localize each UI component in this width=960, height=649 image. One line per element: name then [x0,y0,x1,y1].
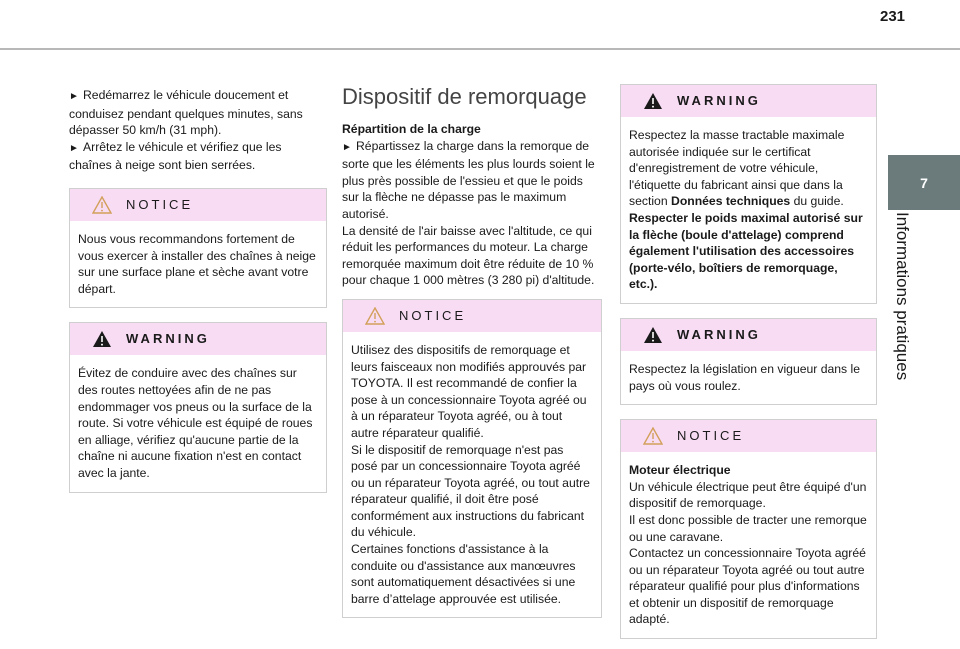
bullet-icon: ► [342,141,352,153]
notice-title: NOTICE [677,427,745,443]
notice-title: NOTICE [399,307,467,323]
notice-box [620,419,877,639]
instruction-1: ► Redémarrez le véhicule doucement et conduisez pendant quelques minutes, sans dépasser 50 km/h (31 mph). [69,88,303,138]
chapter-tab[interactable] [888,155,960,210]
notice-header [621,420,876,452]
notice-box [342,299,602,619]
warning-header [70,323,326,355]
load-bullet: ► Répartissez la charge dans la remorque de sorte que les éléments les plus lourds soient le plus près possible de l'essieu et que le poids sur la flèche ne dépasse pas le maximum autorisé. [342,138,595,221]
notice-header [70,189,326,221]
warning-box [69,322,327,492]
header-divider [0,48,960,50]
notice-body: Utilisez des dispositifs de remorquage et leurs faisceaux non modifiés approuvés par TOYOTA. Il est recommandé de confier la pose à un concessionnaire Toyota agréé ou à un réparateur Toyota agréé, ou à tout autre réparateur qualifié. Si le dispositif de remorquage n'est pas posé par un concessionnaire Toyota agréé ou un réparateur Toyota agréé, ou tout autre réparateur qualifié, il doit être posé conformément aux instructions du fabricant du véhicule. Certaines fonctions d'assistance à la conduite ou d'assistance aux manœuvres sont automatiquement désactivées si une barre d’attelage approuvée est utilisée. [351,342,590,606]
warning-header [621,85,876,117]
notice-triangle-icon [92,196,112,214]
warning-title: WARNING [126,331,210,347]
column-1 [69,87,327,493]
chapter-title: Informations pratiques [893,212,912,381]
notice-title: NOTICE [126,196,194,212]
warning-body: Respectez la législation en vigueur dans le pays où vous roulez. [629,361,861,393]
warning-header [621,319,876,351]
notice-triangle-icon [365,307,385,325]
notice-body: Moteur électrique Un véhicule électrique peut être équipé d'un dispositif de remorquage. Il est donc possible de tracter une remorque ou une caravane. Contactez un concessionnaire Toyota agréé ou un réparateur Toyota agréé ou tout autre réparateur qualifié pour plus d'informations et obtenir un dispositif de remorquage adapté. [629,463,867,627]
instruction-2: ► Arrêtez le véhicule et vérifiez que les chaînes à neige sont bien serrées. [69,139,282,173]
notice-triangle-icon [643,427,663,445]
warning-title: WARNING [677,326,761,342]
section-heading: Dispositif de remorquage [342,84,587,109]
warning-triangle-icon [92,330,112,348]
chapter-number: 7 [920,174,928,191]
page-number: 231 [880,8,906,25]
notice-header [343,300,601,332]
notice-body: Nous vous recommandons fortement de vous exercer à installer des chaînes à neige sur une surface plane et sèche avant votre départ. [78,231,316,296]
column-3 [620,84,877,639]
bullet-icon: ► [69,91,79,102]
altitude-paragraph: La densité de l'air baisse avec l'altitude, ce qui réduit les performances du moteur. La charge remorquée maximum doit être réduite de 10 % pour chaque 1 000 mètres (3 280 pi) d'altitude. [342,223,595,288]
warning-body: Respectez la masse tractable maximale autorisée indiquée sur le certificat d'enregistrement de votre véhicule, l'étiquette du fabricant ainsi que dans la section Données techniques du guide. Respecter le poids maximal autorisé sur la flèche (boule d'attelage) comprend également l'utilisation des accessoires (porte-vélo, boîtiers de remorquage, etc.). [629,128,863,292]
notice-box [69,188,327,308]
column-2 [342,84,602,618]
bullet-icon: ► [69,142,79,154]
warning-triangle-icon [643,326,663,344]
warning-box [620,318,877,405]
warning-box [620,84,877,304]
warning-body: Évitez de conduire avec des chaînes sur des routes nettoyées afin de ne pas endommager vos pneus ou la surface de la route. Si votre véhicule est équipé de roues en alliage, vérifiez qu'aucune partie de la chaîne ni aucune fixation n'est en contact avec la jante. [78,366,313,480]
sub-heading: Répartition de la charge [342,122,481,136]
warning-triangle-icon [643,92,663,110]
warning-title: WARNING [677,92,761,108]
